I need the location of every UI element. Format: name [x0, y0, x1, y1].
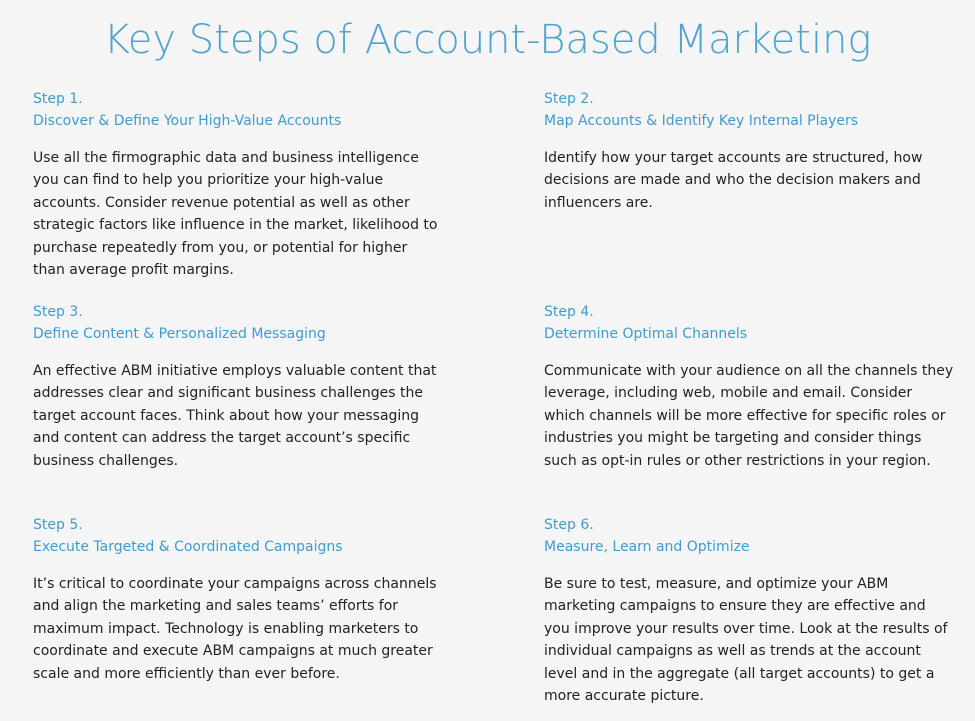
step-description: Use all the firmographic data and business intelligence you can find to help you prioritize your high-value accounts. Consider revenue potential as well as other strategic factors like influence in the market, likelihood to purchase repeatedly from you, or potential for higher than average profit margins.: [33, 150, 438, 279]
step-title: Measure, Learn and Optimize: [544, 539, 750, 555]
step-number: Step 3.: [33, 304, 83, 320]
page-title: Key Steps of Account-Based Marketing: [103, 17, 872, 63]
step-number: Step 6.: [544, 517, 594, 533]
step-title: Execute Targeted & Coordinated Campaigns: [33, 539, 343, 555]
step-2: [544, 88, 954, 228]
step-title: Define Content & Personalized Messaging: [33, 326, 326, 342]
step-4: [544, 301, 954, 486]
step-description: Identify how your target accounts are structured, how decisions are made and who the decision makers and influencers are.: [544, 150, 923, 211]
step-3: [33, 301, 443, 486]
step-description: An effective ABM initiative employs valuable content that addresses clear and significant business challenges the target account faces. Think about how your messaging and content can address the target account’s specific business challenges.: [33, 363, 437, 469]
step-5: [33, 514, 443, 699]
step-number: Step 5.: [33, 517, 83, 533]
step-title: Map Accounts & Identify Key Internal Players: [544, 113, 859, 129]
step-number: Step 2.: [544, 91, 594, 107]
step-number: Step 1.: [33, 91, 83, 107]
step-number: Step 4.: [544, 304, 594, 320]
step-6: [544, 514, 954, 721]
step-description: Be sure to test, measure, and optimize your ABM marketing campaigns to ensure they are effective and you improve your results over time. Look at the results of individual campaigns as well as trends at the account level and in the aggregate (all target accounts) to get a more accurate picture.: [544, 576, 948, 705]
step-title: Determine Optimal Channels: [544, 326, 748, 342]
step-1: [33, 88, 443, 295]
step-title: Discover & Define Your High-Value Accounts: [33, 113, 342, 129]
step-description: Communicate with your audience on all the channels they leverage, including web, mobile and email. Consider which channels will be more effective for specific roles or industries you might be targeting and consider things such as opt-in rules or other restrictions in your region.: [544, 363, 954, 469]
step-description: It’s critical to coordinate your campaigns across channels and align the marketing and sales teams’ efforts for maximum impact. Technology is enabling marketers to coordinate and execute ABM campaigns at much greater scale and more efficiently than ever before.: [33, 576, 437, 682]
